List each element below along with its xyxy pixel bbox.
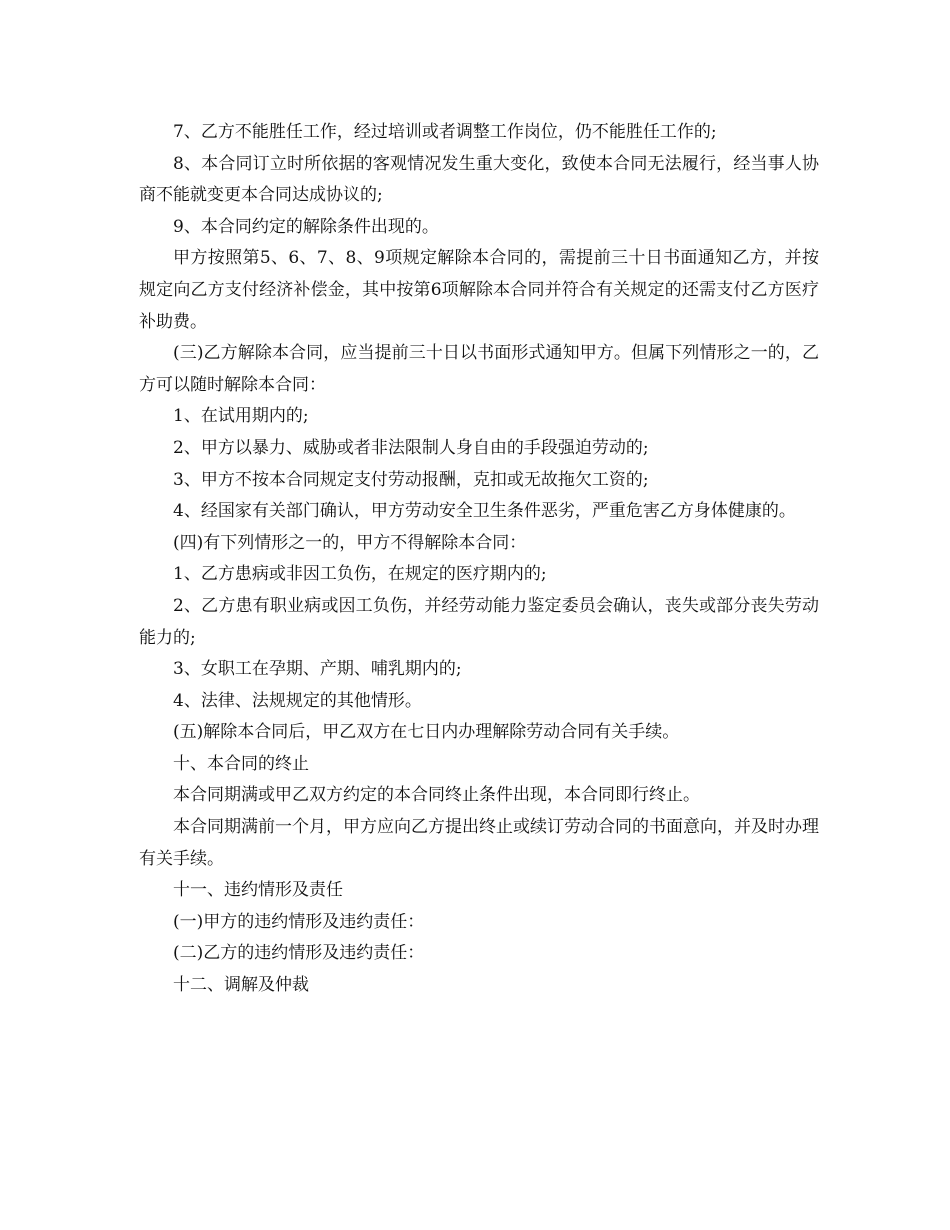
party-a-notice-paragraph: 甲方按照第5、6、7、8、9项规定解除本合同的，需提前三十日书面通知乙方，并按规定向乙方支付经济补偿金，其中按第6项解除本合同并符合有关规定的还需支付乙方医疗补助费。 xyxy=(139,248,819,332)
breach-party-b: (二)乙方的违约情形及违约责任： xyxy=(173,943,425,964)
breach-party-a: (一)甲方的违约情形及违约责任： xyxy=(173,911,425,932)
party-b-item-4: 4、经国家有关部门确认，甲方劳动安全卫生条件恶劣，严重危害乙方身体健康的。 xyxy=(173,501,796,522)
no-termination-item-1: 1、乙方患病或非因工负伤，在规定的医疗期内的; xyxy=(173,564,547,585)
heading-12-mediation: 十二、调解及仲裁 xyxy=(173,975,309,996)
no-termination-item-3: 3、女职工在孕期、产期、哺乳期内的; xyxy=(173,659,462,680)
no-termination-item-4: 4、法律、法规规定的其他情形。 xyxy=(173,690,422,711)
party-b-item-1: 1、在试用期内的; xyxy=(173,406,309,427)
section-3-party-b-termination: (三)乙方解除本合同，应当提前三十日以书面形式通知甲方。但属下列情形之一的，乙方可以随时解除本合同： xyxy=(139,343,819,395)
contract-end-paragraph-1: 本合同期满或甲乙双方约定的本合同终止条件出现，本合同即行终止。 xyxy=(173,785,700,806)
section-4-no-termination: (四)有下列情形之一的，甲方不得解除本合同： xyxy=(173,532,527,553)
section-5-procedures: (五)解除本合同后，甲乙双方在七日内办理解除劳动合同有关手续。 xyxy=(173,722,680,743)
clause-8-circumstance-change: 8、本合同订立时所依据的客观情况发生重大变化，致使本合同无法履行，经当事人协商不能就变更本合同达成协议的; xyxy=(139,153,819,206)
heading-11-breach: 十一、违约情形及责任 xyxy=(173,880,343,901)
clause-9-termination-condition: 9、本合同约定的解除条件出现的。 xyxy=(173,216,439,237)
contract-body xyxy=(139,117,819,1002)
party-b-item-2: 2、甲方以暴力、威胁或者非法限制人身自由的手段强迫劳动的; xyxy=(173,437,649,458)
heading-10-contract-end: 十、本合同的终止 xyxy=(173,753,309,774)
contract-end-paragraph-2: 本合同期满前一个月，甲方应向乙方提出终止或续订劳动合同的书面意向，并及时办理有关手续。 xyxy=(139,817,819,869)
party-b-item-3: 3、甲方不按本合同规定支付劳动报酬，克扣或无故拖欠工资的; xyxy=(173,469,649,490)
no-termination-item-2: 2、乙方患有职业病或因工负伤，并经劳动能力鉴定委员会确认，丧失或部分丧失劳动能力的; xyxy=(139,595,819,648)
clause-7-unfit-for-work: 7、乙方不能胜任工作，经过培训或者调整工作岗位，仍不能胜任工作的; xyxy=(173,122,717,142)
